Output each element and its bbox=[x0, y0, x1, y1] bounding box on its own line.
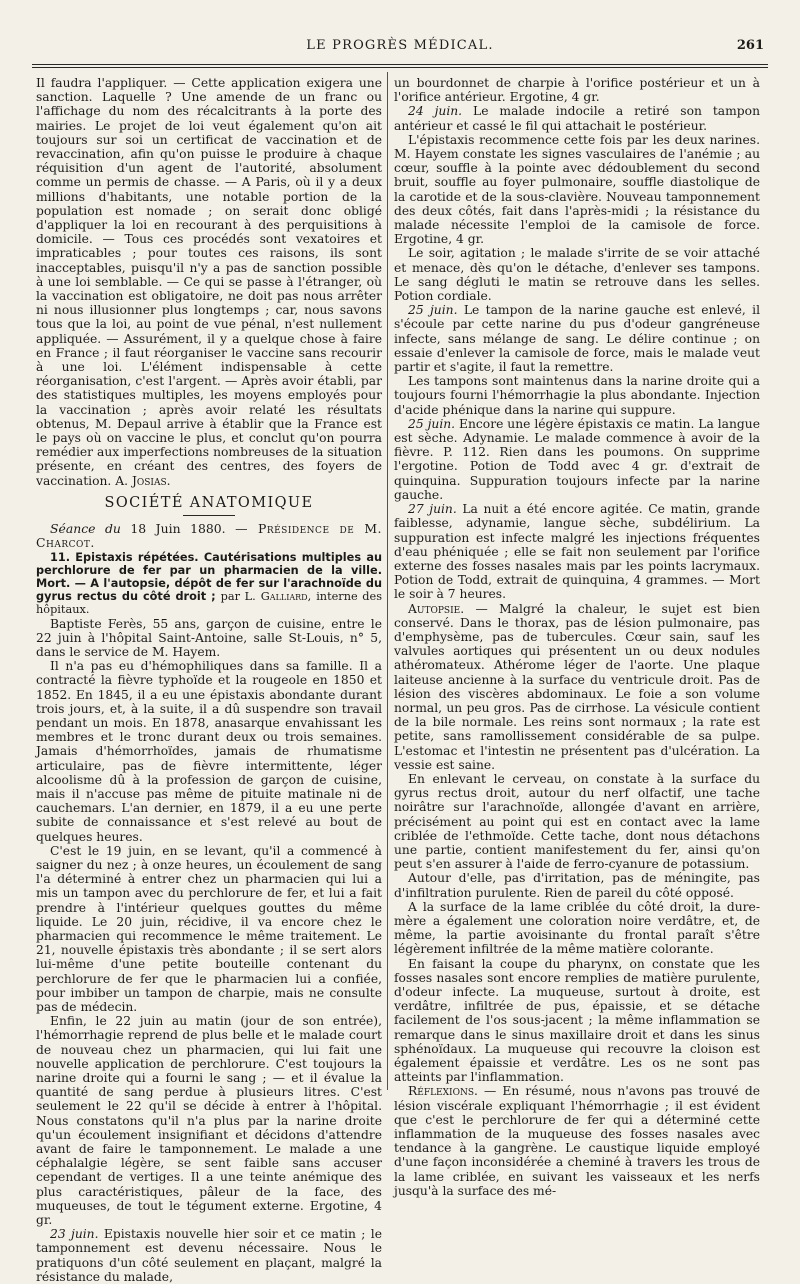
entry-date: 25 juin. bbox=[408, 416, 456, 431]
paragraph-text: Epistaxis nouvelle hier soir et ce matin ; le tamponnement est devenu nécessaire. Nous le pratiquons d'un côté seulement en plaçant, malgré la résistance du malade, bbox=[36, 1227, 382, 1284]
seance-year: 1880. bbox=[190, 521, 226, 537]
run-in-heading: Autopsie. bbox=[408, 601, 465, 616]
page-number: 261 bbox=[736, 38, 764, 53]
header-rule-thin bbox=[32, 67, 768, 68]
paragraph: A la surface de la lame criblée du côté droit, la dure-mère a également une coloration noire verdâtre, et, de même, la partie avoisinante du frontal paraît s'être légèrement infiltrée de la même matière colorante. bbox=[394, 899, 760, 957]
author-signature: A. Josias. bbox=[115, 473, 171, 488]
paragraph: Les tampons sont maintenus dans la narine droite qui a toujours fourni l'hémorrhagie la plus abondante. Injection d'acide phénique dans la narine qui suppure. bbox=[394, 374, 760, 417]
paragraph: L'épistaxis recommence cette fois par les deux narines. M. Hayem constate les signes vasculaires de l'anémie ; au cœur, souffle à la pointe avec dédoublement du second bruit, souffle au foyer pulmonaire, souffle diastolique de la carotide et de la sous-clavière. Nouveau tamponnement des deux côtés, fait dans l'après-midi ; la résistance du malade nécessite l'emploi de la camisole de force. Ergotine, 4 gr. bbox=[394, 132, 760, 247]
section-rule bbox=[183, 515, 235, 516]
right-column bbox=[394, 76, 761, 1198]
left-column bbox=[36, 76, 383, 1284]
paragraph-text: — En résumé, nous n'avons pas trouvé de lésion viscérale expliquant l'hémorrhagie ; il est évident que c'est le perchlorure de fer qui a déterminé cette inflammation de la muqueuse des fosses nasales avec tendance à la gangrène. Le caustique liquide employé d'une façon inconsidérée a cheminé à travers les trous de la lame criblée, en suivant les vaisseaux et les nerfs jusqu'à la surface des mé- bbox=[394, 1084, 760, 1198]
paragraph: Il n'a pas eu d'hémophiliques dans sa famille. Il a contracté la fièvre typhoïde et la rougeole en 1850 et 1852. En 1845, il a eu une épistaxis abondante durant trois jours, et, à la suite, il a dû suspendre son travail pendant un mois. En 1878, anasarque envahissant les membres et le tronc durant deux ou trois semaines. Jamais d'hémorrhoïdes, jamais de rhumatisme articulaire, pas de fièvre intermittente, léger alcoolisme dû à la profession de garçon de cuisine, mais il n'accuse pas même de pituite matinale ni de cauchemars. L'an dernier, en 1879, il a eu une perte subite de connaissance et s'est relevé au bout de quelques heures. bbox=[36, 659, 382, 844]
case-title: 11. Epistaxis répétées. Cautérisations multiples au perchlorure de fer par un pharmacien de la ville. Mort. — A l'autopsie, dépôt de fer sur l'arachnoïde du gyrus rectus du côté droit ; bbox=[36, 550, 382, 604]
header-rule bbox=[32, 64, 768, 65]
column-divider bbox=[387, 72, 388, 1090]
paragraph bbox=[394, 104, 760, 132]
paragraph: Enfin, le 22 juin au matin (jour de son entrée), l'hémorrhagie reprend de plus belle et le malade court de nouveau chez un pharmacien, qui lui fait une nouvelle application de perchlorure. C'est toujours la narine droite qui a fourni le sang ; — et il évalue la quantité de sang perdue à plusieurs litres. C'est seulement le 22 qu'il se décide à entrer à l'hôpital. Nous constatons qu'il n'a plus par la narine droite qu'un écoulement insignifiant et décidons d'attendre avant de faire le tamponnement. Le malade a une céphalalgie légère, se sent faible sans accuser cependant de vertiges. Il a une teinte anémique des plus caractéristiques, pâleur de la face, des muqueuses, de tout le tégument externe. Ergotine, 4 gr. bbox=[36, 1014, 382, 1228]
paragraph-text: Le tampon de la narine gauche est enlevé, il s'écoule par cette narine du pus d'odeur gangréneuse infecte, sans mélange de sang. Le délire continue ; on essaie d'enlever la camisole de force, mais le malade veut partir et s'agite, il faut la remettre. bbox=[394, 303, 761, 375]
paragraph: Autour d'elle, pas d'irritation, pas de méningite, pas d'infiltration purulente. Rien de pareil du côté opposé. bbox=[394, 871, 760, 900]
paragraph: C'est le 19 juin, en se levant, qu'il a commencé à saigner du nez ; à onze heures, un écoulement de sang l'a déterminé à entrer chez un pharmacien qui lui a mis un tampon avec du perchlorure de fer, et lui a fait prendre à l'intérieur quelques gouttes du même liquide. Le 20 juin, récidive, il va encore chez le pharmacien qui recommence le même traitement. Le 21, nouvelle épistaxis très abondante ; il se sert alors lui-même d'une petite bouteille contenant du perchlorure de fer que le pharmacien lui a confiée, pour imbiber un tampon de charpie, mais ne consulte pas de médecin. bbox=[36, 843, 382, 1014]
paragraph-text: La nuit a été encore agitée. Ce matin, grande faiblesse, adynamie, langue sèche, subdélirium. La suppuration est infecte malgré les injections fréquentes d'eau phéniquée ; elle se fait non seulement par l'orifice externe des fosses nasales mais par les points lacrymaux. Potion de Todd, extrait de quinquina, 4 grammes. — Mort le soir à 7 heures. bbox=[394, 502, 760, 602]
case-author: Galliard, bbox=[260, 590, 312, 604]
paragraph: En enlevant le cerveau, on constate à la surface du gyrus rectus droit, autour du nerf olfactif, une tache noirâtre sur l'arachnoïde, allongée d'avant en arrière, précisément au point qui est en contact avec la lame criblée de l'ethmoïde. Cette tache, dont nous détachons une partie, contient manifestement du fer, ainsi qu'on peut s'en assurer à l'aide de ferro-cyanure de potassium. bbox=[394, 771, 760, 872]
paragraph bbox=[394, 602, 760, 772]
seance-prefix: Séance du bbox=[50, 521, 121, 537]
running-header bbox=[0, 38, 800, 58]
section-title: SOCIÉTÉ ANATOMIQUE bbox=[104, 494, 314, 511]
case-by: par L. bbox=[220, 590, 256, 604]
paragraph bbox=[36, 1227, 382, 1284]
paragraph: Baptiste Ferès, 55 ans, garçon de cuisine, entre le 22 juin à l'hôpital Saint-Antoine, salle St-Louis, n° 5, dans le service de M. Hayem. bbox=[36, 616, 382, 659]
running-title: LE PROGRÈS MÉDICAL. bbox=[306, 38, 494, 53]
paragraph-text: Encore une légère épistaxis ce matin. La langue est sèche. Adynamie. Le malade commence à avoir de la fièvre. P. 112. Rien dans les poumons. On supprime l'ergotine. Potion de Todd avec 4 gr. d'extrait de quinquina. Suppuration toujours infecte par la narine gauche. bbox=[394, 416, 760, 502]
paragraph bbox=[394, 417, 760, 502]
case-role: interne des hôpitaux. bbox=[36, 590, 383, 617]
entry-date: 27 juin. bbox=[408, 502, 457, 517]
entry-date: 24 juin. bbox=[408, 104, 463, 119]
paragraph-text: — Malgré la chaleur, le sujet est bien conservé. Dans le thorax, pas de lésion pulmonaire, pas d'emphysème, pas de tubercules. Cœur sain, sauf les valvules aortiques qui présentent un ou deux nodules athéromateux. Athérome léger de l'aorte. Une plaque laiteuse ancienne à la surface du ventricule droit. Pas de lésion des viscères abdominaux. Le foie a son volume normal, un peu gros. Pas de cirrhose. La vésicule contient de la bile normale. Les reins sont normaux ; la rate est petite, sans ramollissement considérable de sa pulpe. L'estomac et l'intestin ne présentent pas d'ulcération. La vessie est saine. bbox=[394, 601, 760, 772]
paragraph: un bourdonnet de charpie à l'orifice postérieur et un à l'orifice antérieur. Ergotine, 4 gr. bbox=[394, 76, 760, 105]
paragraph bbox=[36, 76, 382, 488]
entry-date: 25 juin. bbox=[408, 303, 458, 318]
paragraph bbox=[394, 303, 760, 374]
seance-line bbox=[36, 522, 382, 550]
paragraph bbox=[394, 502, 760, 601]
case-heading bbox=[36, 551, 382, 617]
paragraph: En faisant la coupe du pharynx, on constate que les fosses nasales sont encore remplies de matière purulente, d'odeur infecte. La muqueuse, surtout à droite, est verdâtre, infiltrée de pus, épaissie, et se détache facilement de l'os sous-jacent ; la même inflammation se remarque dans le sinus maxillaire droit et dans les sinus sphénoïdaux. La muqueuse qui recouvre la cloison est également épaissie et verdâtre. Les os ne sont pas atteints par l'inflammation. bbox=[394, 956, 760, 1085]
entry-date: 23 juin. bbox=[50, 1227, 99, 1242]
paragraph bbox=[394, 1084, 760, 1198]
paragraph-text: Le malade indocile a retiré son tampon antérieur et cassé le fil qui attachait le postérieur. bbox=[394, 104, 760, 133]
seance-date: 18 Juin bbox=[130, 521, 181, 537]
run-in-heading: Réflexions. bbox=[408, 1084, 478, 1099]
seance-president: — Présidence de M. Charcot. bbox=[36, 521, 382, 551]
paragraph-text: Il faudra l'appliquer. — Cette application exigera une sanction. Laquelle ? Une amende de un franc ou l'affichage du nom des récalcitrants à la porte des mairies. Le projet de loi veut également qu'on ait toujours sur soi un certificat de vaccination et de revaccination, afin qu'on puisse le produire à chaque réquisition d'un agent de l'autorité, absolument comme un permis de chasse. — A Paris, où il y a deux millions d'habitants, une notable portion de la population est nomade ; on serait donc obligé d'appliquer la loi en recourant à des perquisitions à domicile. — Tous ces procédés sont vexatoires et impraticables ; pour toutes ces raisons, ils sont inacceptables, puisqu'il n'y a pas de sanction possible à une loi semblable. — Ce qui se passe à l'étranger, où la vaccination est obligatoire, ne doit pas nous arrêter ni nous illusionner plus longtemps ; car, nous savons tous que la loi, au point de vue pénal, n'est nullement appliquée. — Assurément, il y a quelque chose à faire en France ; il faut réorganiser le vaccine sans recourir à une loi. L'élément indispensable à cette réorganisation, c'est l'argent. — Après avoir établi, par des statistiques multiples, les moyens employés pour la vaccination ; après avoir relaté les résultats obtenus, M. Depaul arrive à établir que la France est le pays où on vaccine le plus, et conclut qu'on pourra remédier aux imperfections nombreuses de la situation présente, en créant des centres, des foyers de vaccination. bbox=[36, 76, 382, 488]
paragraph: Le soir, agitation ; le malade s'irrite de se voir attaché et menace, dès qu'on le détache, d'enlever ses tampons. Le sang dégluti le matin se retrouve dans les selles. Potion cordiale. bbox=[394, 246, 760, 304]
